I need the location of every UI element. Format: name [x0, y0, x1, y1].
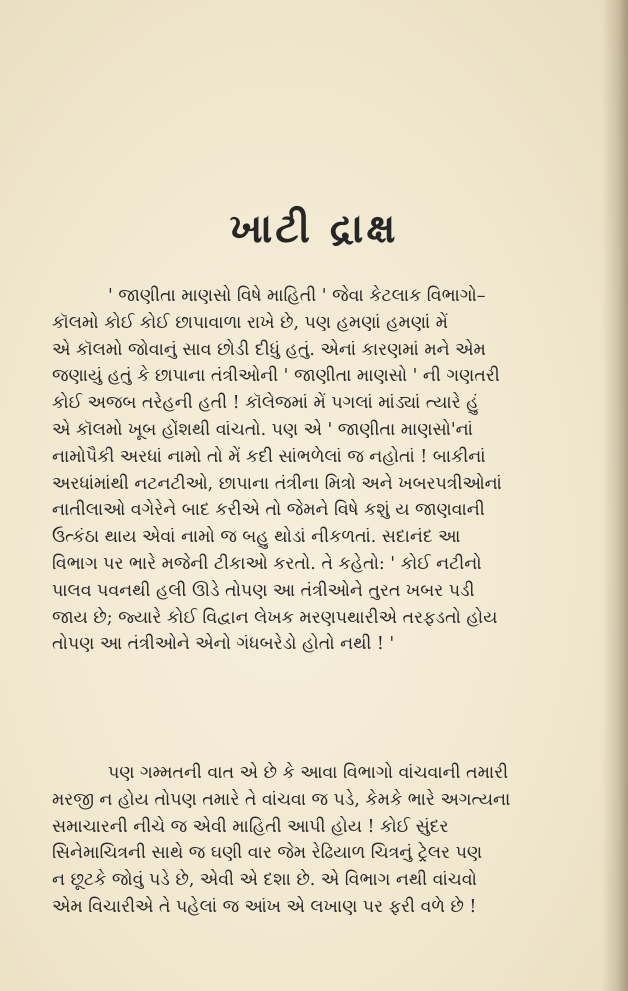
text-line: એ કૉલમો જોવાનું સાવ છોડી દીધું હતું. એનાં કારણમાં મને એમ: [52, 339, 486, 360]
text-line: કોઈ અજબ તરેહની હતી ! કૉલેજમાં મેં પગલાં માંડ્યાં ત્યારે હું: [52, 393, 479, 414]
text-line: નાતીલાઓ વગેરેને બાદ કરીએ તો જેમને વિષે કશું ય જાણવાની: [52, 500, 485, 521]
paragraph-1: [52, 283, 588, 658]
text-line: ન છૂટકે જોવું પડે છે, એવી એ દશા છે. એ વિભાગ નથી વાંચવો: [52, 870, 477, 891]
text-line: ઉત્કંઠા થાય એવાં નામો જ બહુ થોડાં નીકળતાં. સદાનંદ આ: [52, 527, 461, 548]
text-line: પાલવ પવનથી હલી ઊડે તોપણ આ તંત્રીઓને તુરત ખબર પડી: [52, 580, 475, 601]
text-line: પણ ગમ્મતની વાત એ છે કે આવા વિભાગો વાંચવાની તમારી: [108, 763, 509, 783]
text-line: મરજી ન હોય તોપણ તમારે તે વાંચવા જ પડે, કેમકે ભારે અગત્યના: [52, 789, 511, 810]
text-line: જાય છે; જ્યારે કોઈ વિદ્વાન લેખક મરણપથારીએ તરફડતો હોય: [52, 607, 498, 628]
text-line: સમાચારની નીચે જ એવી માહિતી આપી હોય ! કોઈ સુંદર: [52, 816, 449, 837]
page-binding-shadow: [602, 0, 628, 991]
text-line: જણાયું હતું કે છાપાના તંત્રીઓની ' જાણીતા માણસો ' ની ગણતરી: [52, 366, 500, 387]
text-line: વિભાગ પર ભારે મજેની ટીકાઓ કરતો. તે કહેતો: ' કોઈ નટીનો: [52, 553, 482, 574]
text-line: તોપણ આ તંત્રીઓને એનો ગંધબરેડો હોતો નથી ! ': [52, 634, 395, 655]
text-line: નામોપૈકી અરધાં નામો તો મેં કદી સાંભળેલાં જ નહોતાં ! બાકીનાં: [52, 446, 486, 467]
text-line: એમ વિચારીએ તે પહેલાં જ આંખ એ લખાણ પર ફરી વળે છે !: [52, 896, 477, 917]
text-line: કૉલમો કોઈ કોઈ છાપાવાળા રાખે છે, પણ હમણાં હમણાં મેં: [52, 312, 448, 333]
chapter-title: ખાટી દ્રાક્ષ: [229, 206, 399, 252]
text-line: અરધાંમાંથી નટનટીઓ, છાપાના તંત્રીના મિત્રો અને ખબરપત્રીઓનાં: [52, 473, 502, 494]
text-line: સિનેમાચિત્રની સાથે જ ઘણી વાર જેમ રેઢિયાળ ચિત્રનું ટ્રેલર પણ: [52, 843, 483, 864]
paragraph-2: [52, 760, 588, 921]
text-line: ' જાણીતા માણસો વિષે માહિતી ' જેવા કેટલાક વિભાગો–: [108, 286, 486, 306]
text-line: એ કૉલમો ખૂબ હોંશથી વાંચતો. પણ એ ' જાણીતા માણસો'નાં: [52, 419, 473, 440]
